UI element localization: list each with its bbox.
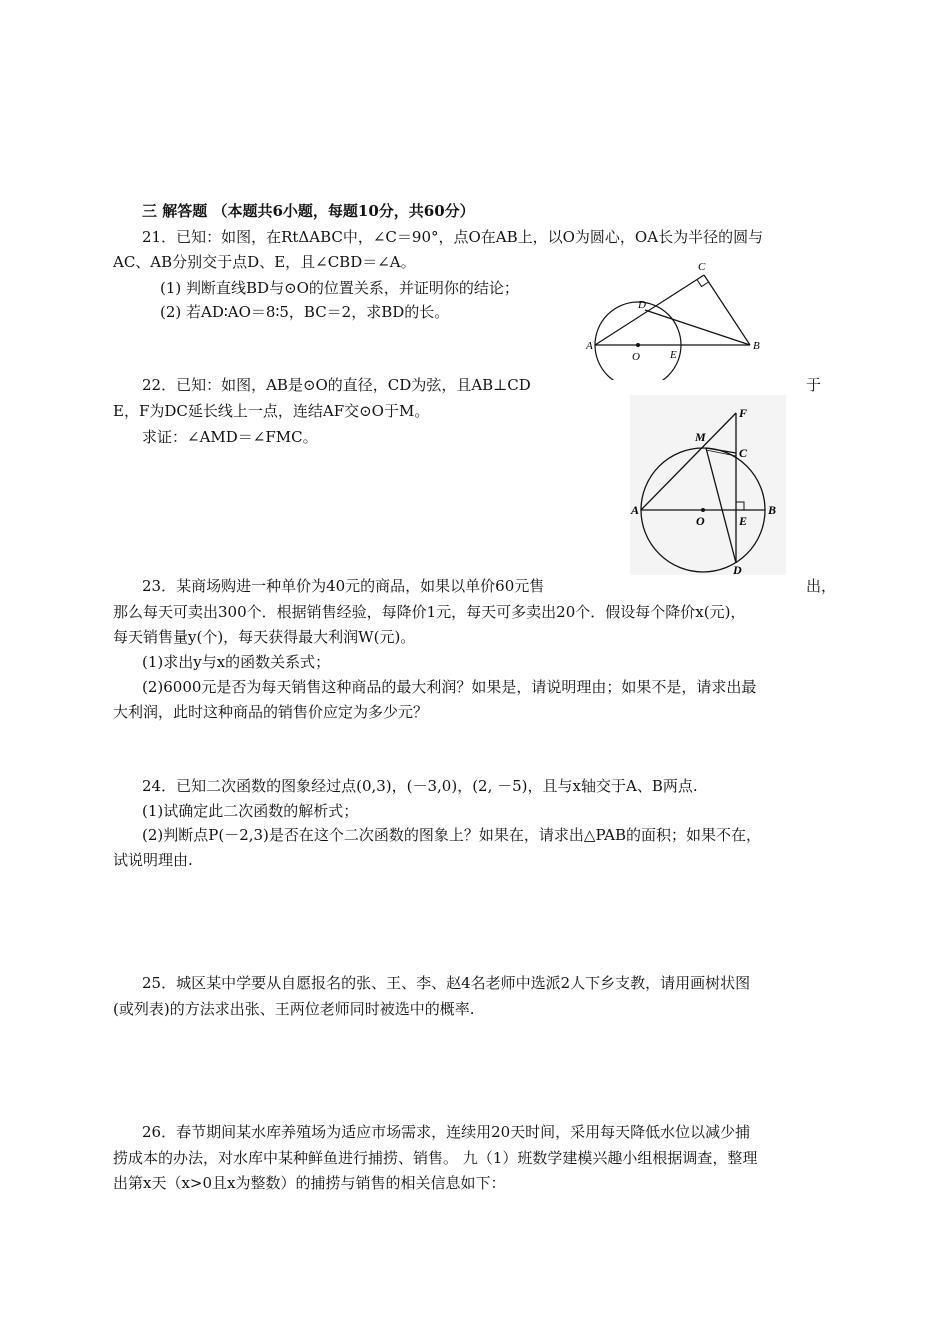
q21-right-angle [697, 280, 709, 287]
q21-line-cb [704, 275, 750, 345]
q22-label-e: E [739, 514, 748, 528]
q22-label-b: B [768, 503, 777, 517]
q22-label-f: F [739, 406, 748, 420]
q26-line1: 26．春节期间某水库养殖场为适应市场需求，连续用20天时间，采用每天降低水位以减少捕 [142, 1123, 751, 1141]
q22-label-c: C [739, 446, 748, 460]
q23-line1-left: 23．某商场购进一种单价为40元的商品，如果以单价60元售 [142, 577, 545, 595]
q22-line1-right: 于 [806, 376, 822, 394]
q21-label-e: E [670, 349, 677, 361]
q26-line3: 出第x天（x>0且x为整数）的捕捞与销售的相关信息如下： [113, 1174, 506, 1192]
q21-part1: (1) 判断直线BD与⊙O的位置关系，并证明你的结论； [160, 279, 519, 297]
q23-part2-line2: 大利润，此时这种商品的销售价应定为多少元？ [113, 703, 429, 721]
q23-part2-line1: (2)6000元是否为每天销售这种商品的最大利润？如果是，请说明理由；如果不是，请求出最 [142, 678, 757, 696]
q22-center-dot [701, 508, 705, 512]
q25-line1: 25．城区某中学要从自愿报名的张、王、李、赵4名老师中选派2人下乡支教，请用画树状图 [142, 974, 751, 992]
q22-figure [630, 395, 786, 575]
q22-line3: 求证：∠AMD＝∠FMC。 [142, 428, 318, 446]
q21-circle [595, 302, 681, 380]
q21-label-b: B [753, 340, 760, 352]
q21-label-a: A [586, 340, 593, 352]
q21-center-dot [636, 343, 640, 347]
q22-label-o: O [696, 514, 705, 528]
q23-part1: (1)求出y与x的函数关系式； [142, 653, 331, 671]
q24-line1: 24．已知二次函数的图象经过点(0,3)，(－3,0)，(2, －5)，且与x轴交于A、B两点. [142, 777, 698, 795]
q21-label-o: O [632, 351, 640, 363]
q24-part2-line2: 试说明理由. [113, 851, 193, 869]
q24-part2-line1: (2)判断点P(－2,3)是否在这个二次函数的图象上？如果在，请求出△PAB的面积；如果不在， [142, 826, 762, 844]
q25-line2: (或列表)的方法求出张、王两位老师同时被选中的概率. [113, 1000, 475, 1018]
q21-line-db [645, 310, 750, 345]
section-heading: 三 解答题 （本题共6小题，每题10分，共60分） [142, 202, 475, 220]
q21-line1: 21．已知：如图，在RtΔABC中，∠C＝90°，点O在AB上，以O为圆心，OA长为半径的圆与 [142, 228, 764, 246]
q23-line2: 那么每天可卖出300个．根据销售经验，每降价1元，每天可多卖出20个．假设每个降价x(元)， [113, 603, 746, 621]
q23-line1-right: 出， [806, 577, 837, 595]
q22-label-m: M [695, 430, 706, 444]
q22-label-a: A [631, 503, 640, 517]
q22-label-d: D [733, 563, 742, 575]
q24-part1: (1)试确定此二次函数的解析式； [142, 802, 359, 820]
q23-line3: 每天销售量y(个)，每天获得最大利润W(元)。 [113, 628, 416, 646]
q21-figure [582, 258, 772, 380]
q21-label-d: D [638, 299, 646, 311]
q21-line-ac [595, 275, 704, 345]
q21-label-c: C [698, 261, 706, 273]
q22-line2: E，F为DC延长线上一点，连结AF交⊙O于M。 [113, 402, 430, 420]
q26-line2: 捞成本的办法，对水库中某种鲜鱼进行捕捞、销售。 九（1）班数学建模兴趣小组根据调查，整理 [113, 1149, 758, 1167]
q21-part2: (2) 若AD∶AO＝8∶5，BC＝2，求BD的长。 [160, 303, 450, 321]
q21-line2: AC、AB分别交于点D、E，且∠CBD＝∠A。 [113, 253, 416, 271]
q22-line1-left: 22．已知：如图，AB是⊙O的直径，CD为弦，且AB⊥CD [142, 376, 531, 394]
